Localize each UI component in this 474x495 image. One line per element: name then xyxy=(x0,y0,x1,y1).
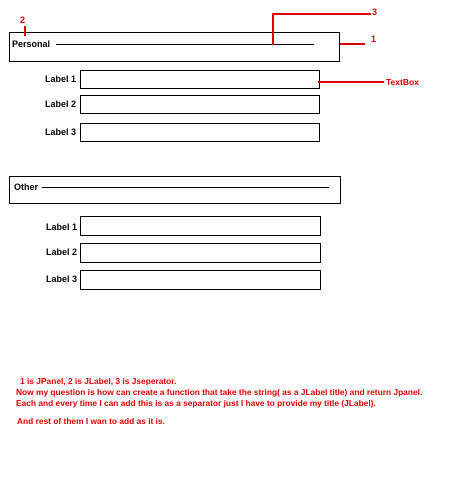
annotation-textbox-label: TextBox xyxy=(386,77,419,87)
other-title: Other xyxy=(14,182,39,192)
annotation-separator-line-vertical xyxy=(272,13,274,45)
personal-label-3: Label 3 xyxy=(45,127,77,137)
note-line-2: Now my question is how can create a function that take the string( as a JLabel title) and return Jpanel. xyxy=(16,387,423,397)
other-textbox-3[interactable] xyxy=(80,270,321,290)
personal-separator xyxy=(56,44,314,45)
personal-textbox-1[interactable] xyxy=(80,70,320,89)
other-label-2: Label 2 xyxy=(46,247,78,257)
note-line-4: And rest of them I wan to add as it is. xyxy=(17,416,165,426)
annotation-panel-pointer xyxy=(340,43,365,45)
other-separator xyxy=(42,187,329,188)
personal-label-2: Label 2 xyxy=(45,99,77,109)
personal-label-1: Label 1 xyxy=(45,74,77,84)
personal-panel xyxy=(9,32,340,62)
annotation-separator-number: 3 xyxy=(372,7,378,17)
annotation-separator-line-horizontal xyxy=(274,13,371,15)
annotation-panel-number: 1 xyxy=(371,34,377,44)
personal-textbox-3[interactable] xyxy=(80,123,320,142)
annotation-jlabel-pointer xyxy=(24,26,26,36)
other-textbox-1[interactable] xyxy=(80,216,321,236)
personal-title: Personal xyxy=(12,39,51,49)
other-textbox-2[interactable] xyxy=(80,243,321,263)
other-label-1: Label 1 xyxy=(46,222,78,232)
note-line-1: 1 is JPanel, 2 is JLabel, 3 is Jseperator. xyxy=(20,376,177,386)
note-line-3: Each and every time I can add this is as a separator just I have to provide my title (JLabel). xyxy=(16,398,376,408)
annotation-jlabel-number: 2 xyxy=(20,15,26,25)
other-panel xyxy=(9,176,341,204)
annotation-textbox-pointer xyxy=(318,81,384,83)
personal-textbox-2[interactable] xyxy=(80,95,320,114)
other-label-3: Label 3 xyxy=(46,274,78,284)
